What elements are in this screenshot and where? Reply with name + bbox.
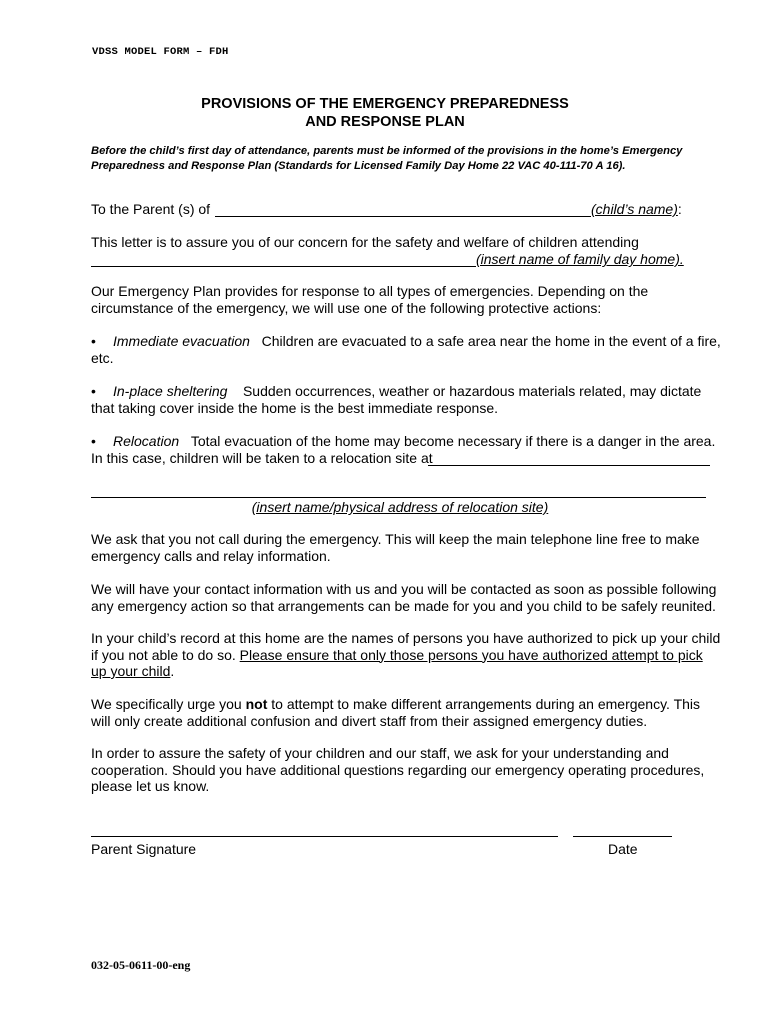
urge-paragraph [91, 696, 721, 729]
record-text: In your child’s record at this home are the names of persons you have authorized to pick up your child if you not able to do so. [91, 630, 721, 663]
child-name-hint: (child’s name) [591, 201, 678, 217]
urge-text-a: We specifically urge you [91, 696, 246, 712]
no-call-paragraph: We ask that you not call during the emergency. This will keep the main telephone line free to make emergency calls and relay information. [91, 531, 700, 564]
bullet-icon: • [91, 433, 96, 449]
bullet-relocation [91, 433, 716, 466]
closing-paragraph: In order to assure the safety of your children and our staff, we ask for your understanding and cooperation. Should you have additional questions regarding our emergency operating procedures, please let us know. [91, 745, 705, 794]
document-code: 032-05-0611-00-eng [91, 958, 191, 972]
relocation-hint: (insert name/physical address of relocation site) [251, 499, 549, 515]
bullet-icon: • [91, 333, 96, 349]
record-paragraph [91, 630, 721, 680]
plan-intro: Our Emergency Plan provides for response to all types of emergencies. Depending on the circumstance of the emergency, we will use one of the following protective actions: [91, 283, 649, 316]
relocation-address-line[interactable] [91, 497, 706, 498]
bullet-text: Children are evacuated to a safe area near the home in the event of a fire, etc. [91, 333, 721, 366]
date-line[interactable] [573, 836, 672, 837]
date-label: Date [608, 841, 638, 857]
child-name-line[interactable] [215, 216, 591, 217]
bullet-in-place-sheltering [91, 383, 721, 416]
bullet-term: Immediate evacuation [113, 333, 250, 349]
bullet-icon: • [91, 383, 96, 399]
contact-paragraph: We will have your contact information with us and you will be contacted as soon as possible following any emergency action so that arrangements can be made for you and you child to be safely reunited. [91, 581, 717, 614]
child-name-hint-wrap [591, 201, 682, 218]
child-name-suffix: : [677, 201, 682, 217]
bullet-text: Sudden occurrences, weather or hazardous materials related, may dictate that taking cover inside the home is the best immediate response. [91, 383, 702, 416]
day-home-name-line[interactable] [91, 266, 476, 267]
relocation-site-line[interactable] [428, 465, 710, 466]
page-title-line2: AND RESPONSE PLAN [305, 114, 465, 130]
day-home-name-hint: (insert name of family day home). [476, 251, 684, 267]
intro-note: Before the child’s first day of attendance, parents must be informed of the provisions in the home’s Emergency Preparedness and Response Plan (Standards for Licensed Family Day Home 22 VAC 40-111-70 A 16). [91, 145, 683, 172]
bullet-term: In-place sheltering [113, 383, 228, 399]
page-title-line1: PROVISIONS OF THE EMERGENCY PREPAREDNESS [201, 96, 569, 112]
parent-signature-label: Parent Signature [91, 841, 197, 857]
urge-bold: not [245, 696, 268, 712]
form-code: VDSS MODEL FORM – FDH [92, 46, 229, 58]
parent-signature-line[interactable] [91, 836, 558, 837]
record-emphasis: Please ensure that only those persons you have authorized attempt to pick up your child [91, 646, 703, 679]
urge-text-b: to attempt to make different arrangements during an emergency. This will only create additional confusion and divert staff from their assigned emergency duties. [91, 696, 701, 729]
bullet-text: Total evacuation of the home may become necessary if there is a danger in the area. In this case, children will be taken to a relocation site at [91, 433, 716, 466]
to-parent-label: To the Parent (s) of [91, 201, 211, 217]
assure-text: This letter is to assure you of our concern for the safety and welfare of children attending [91, 234, 639, 250]
record-end: . [170, 663, 175, 679]
bullet-immediate-evacuation [91, 333, 721, 366]
bullet-term: Relocation [113, 433, 180, 449]
